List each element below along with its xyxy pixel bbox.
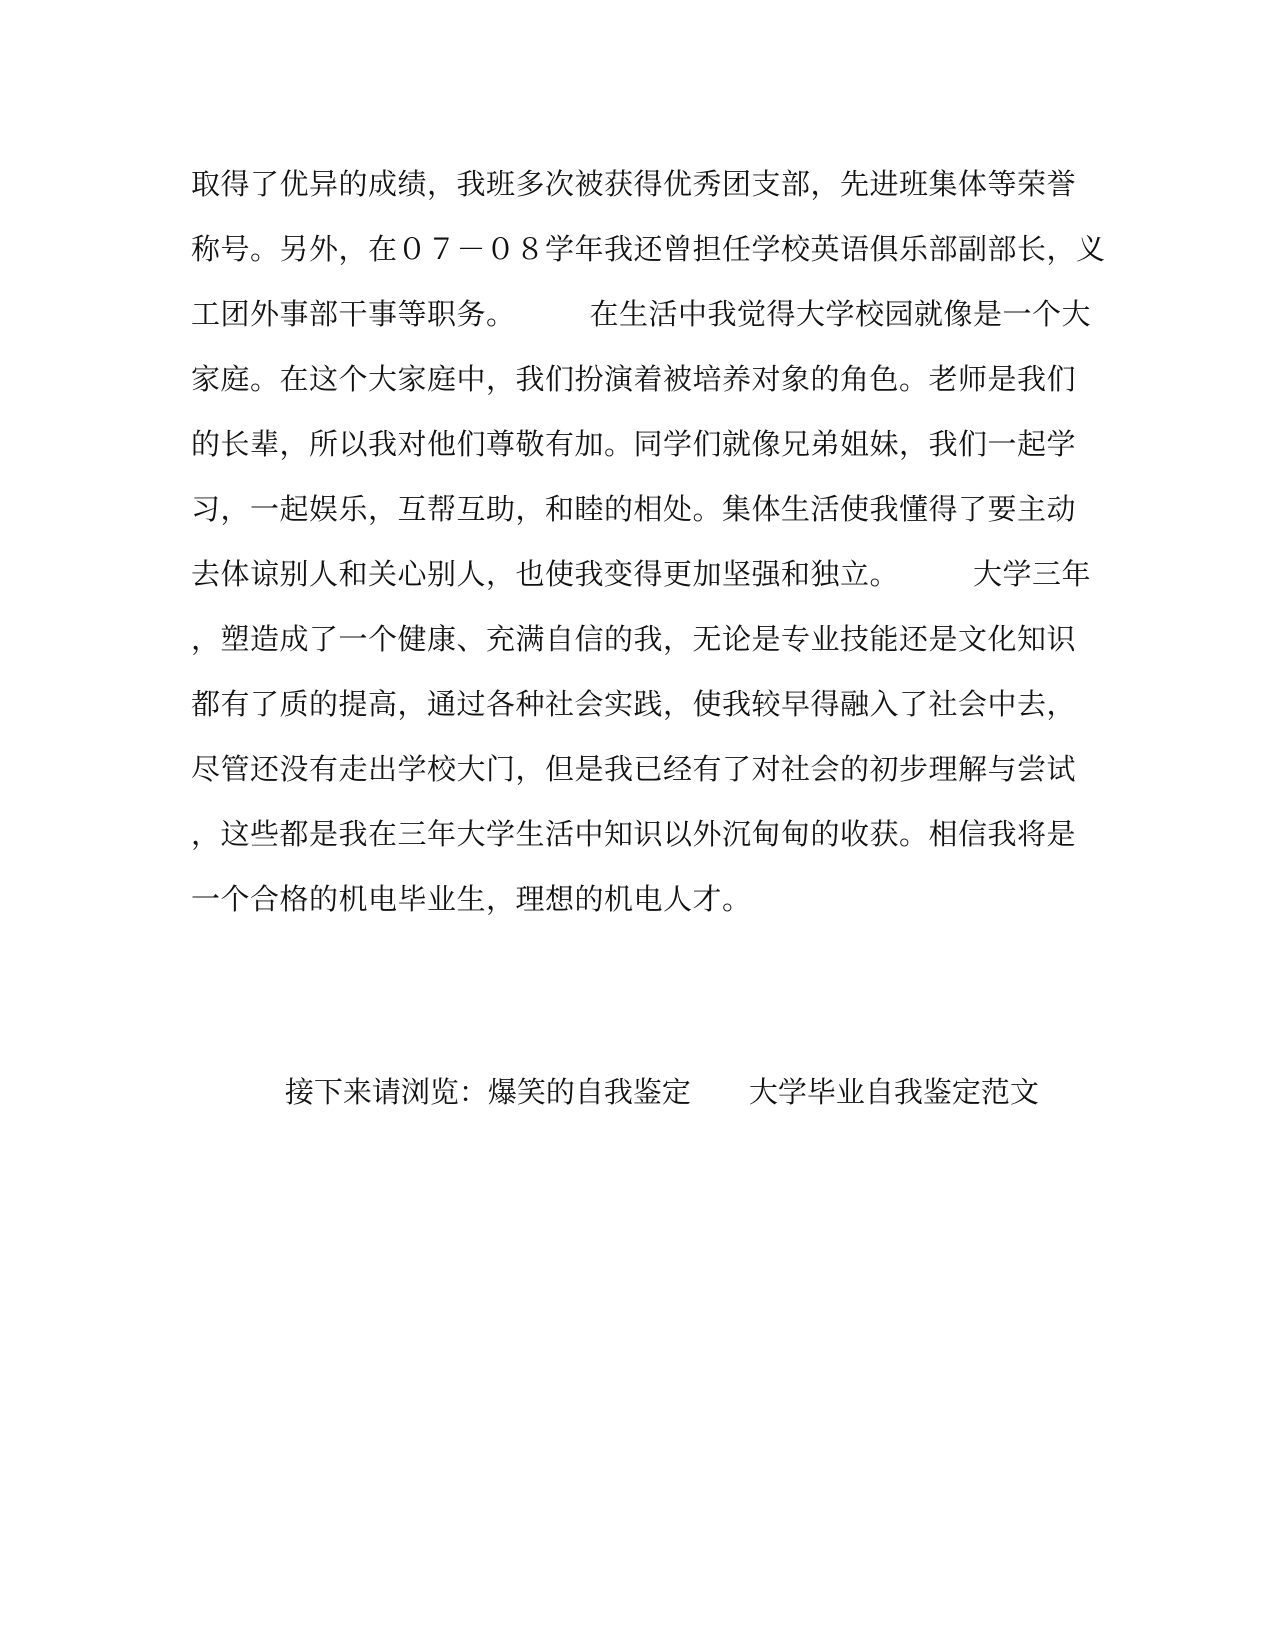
text-line: 去体谅别人和关心别人，也使我变得更加坚强和独立。 大学三年 xyxy=(191,557,1092,591)
text-line: 的长辈，所以我对他们尊敬有加。同学们就像兄弟姐妹，我们一起学 xyxy=(191,427,1077,461)
text-line: 都有了质的提高，通过各种社会实践，使我较早得融入了社会中去， xyxy=(191,687,1077,721)
related-links xyxy=(248,995,1039,1109)
text-line: 称号。另外，在０７－０８学年我还曾担任学校英语俱乐部副部长，义 xyxy=(191,232,1106,266)
document-body xyxy=(191,152,1106,932)
text-line: ，这些都是我在三年大学生活中知识以外沉甸甸的收获。相信我将是 xyxy=(191,817,1077,851)
text-line: 尽管还没有走出学校大门，但是我已经有了对社会的初步理解与尝试 xyxy=(191,752,1077,786)
related-link-graduation-self-assessment[interactable]: 大学毕业自我鉴定范文 xyxy=(748,1075,1039,1109)
text-line: 一个合格的机电毕业生，理想的机电人才。 xyxy=(191,882,752,916)
text-line: 家庭。在这个大家庭中，我们扮演着被培养对象的角色。老师是我们 xyxy=(191,362,1077,396)
related-links-prefix: 接下来请浏览： xyxy=(284,1075,488,1109)
text-line: ，塑造成了一个健康、充满自信的我，无论是专业技能还是文化知识 xyxy=(191,622,1077,656)
text-line: 工团外事部干事等职务。 在生活中我觉得大学校园就像是一个大 xyxy=(191,297,1092,331)
text-line: 习，一起娱乐，互帮互助，和睦的相处。集体生活使我懂得了要主动 xyxy=(191,492,1077,526)
related-link-funny-self-assessment[interactable]: 爆笑的自我鉴定 xyxy=(487,1075,691,1109)
text-line: 取得了优异的成绩，我班多次被获得优秀团支部，先进班集体等荣誉 xyxy=(191,167,1077,201)
